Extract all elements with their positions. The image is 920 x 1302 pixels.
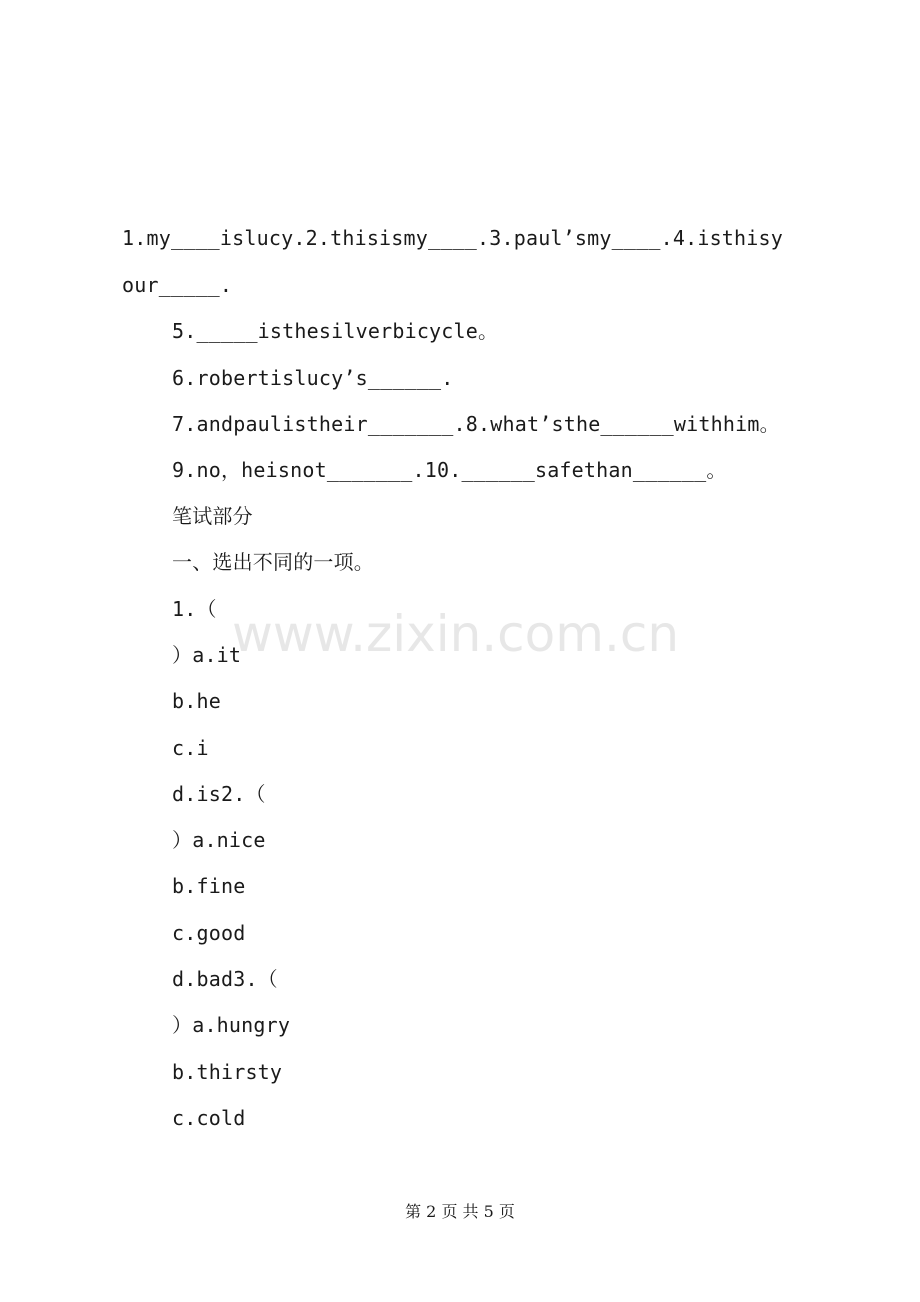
question-2-option-a: ）a.nice xyxy=(172,828,266,852)
exercise-line-6: 6.robertislucy’s______. xyxy=(172,366,454,390)
question-1-option-d: d.is2.（ xyxy=(172,782,266,806)
page-footer: 第 2 页 共 5 页 xyxy=(405,1202,515,1221)
question-3-option-c: c.cold xyxy=(172,1106,246,1130)
part-heading: 一、选出不同的一项。 xyxy=(172,550,374,574)
exercise-line-9: 9.no，heisnot_______.10.______safethan______。 xyxy=(172,458,727,482)
exercise-line-1: 1.my____islucy.2.thisismy____.3.paul’smy____.4.isthisy xyxy=(122,226,784,250)
exercise-line-1-cont: our_____. xyxy=(122,273,233,297)
question-2-option-d: d.bad3.（ xyxy=(172,967,278,991)
question-3-option-b: b.thirsty xyxy=(172,1060,283,1084)
site-watermark: www.zixin.com.cn xyxy=(232,605,680,663)
exercise-line-5: 5._____isthesilverbicycle。 xyxy=(172,319,499,343)
question-2-option-c: c.good xyxy=(172,921,246,945)
question-1-option-c: c.i xyxy=(172,736,209,760)
question-2-option-b: b.fine xyxy=(172,874,246,898)
section-heading: 笔试部分 xyxy=(172,504,253,528)
question-3-option-a: ）a.hungry xyxy=(172,1013,291,1037)
question-1-number: 1.（ xyxy=(172,597,217,621)
question-1-option-a: ）a.it xyxy=(172,643,242,667)
exercise-line-7: 7.andpaulistheir_______.8.what’sthe______withhim。 xyxy=(172,412,780,436)
question-1-option-b: b.he xyxy=(172,689,221,713)
